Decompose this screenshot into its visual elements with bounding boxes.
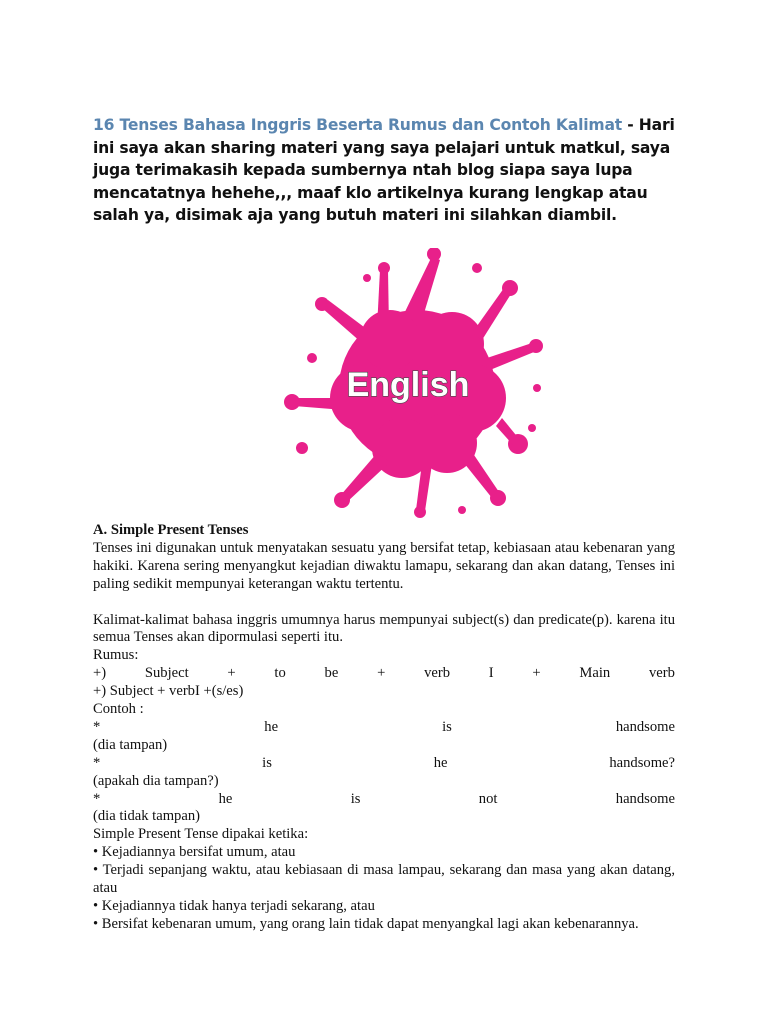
formula-token: Subject: [144, 665, 189, 682]
intro-paragraph: [93, 114, 678, 227]
example-token: he: [218, 790, 233, 807]
formula-token: +: [227, 665, 236, 682]
example-2: [93, 755, 675, 773]
formula-token: verb: [424, 665, 451, 682]
article-title-link[interactable]: 16 Tenses Bahasa Inggris Beserta Rumus dan Contoh Kalimat: [93, 116, 623, 134]
example-token: is: [350, 790, 361, 807]
example-1: [93, 719, 675, 737]
example-2-translation: (apakah dia tampan?): [93, 772, 219, 789]
bullet-item: • Kejadiannya bersifat umum, atau: [93, 844, 296, 861]
english-splash-image: [282, 248, 552, 518]
bullet-item: • Bersifat kebenaran umum, yang orang lain tidak dapat menyangkal lagi akan kebenarannya.: [93, 915, 639, 932]
formula-token: be: [324, 665, 339, 682]
example-token: handsome: [615, 790, 675, 807]
english-label: English: [346, 366, 470, 404]
contoh-label: Contoh :: [93, 701, 144, 718]
section-heading: A. Simple Present Tenses: [93, 522, 249, 538]
paragraph-definition: Tenses ini digunakan untuk menyatakan sesuatu yang bersifat tetap, kebiasaan atau kebenaran yang hakiki. Karena sering menyangkut kejadian diwaktu lamapu, sekarang dan akan datang, Tenses ini paling sedikit mempunyai keterangan waktu tertentu.: [93, 539, 675, 592]
example-token: *: [93, 790, 101, 807]
example-3-translation: (dia tidak tampan): [93, 808, 200, 825]
example-token: handsome: [615, 718, 675, 735]
formula-line-1: [93, 665, 675, 683]
example-1-translation: (dia tampan): [93, 736, 168, 753]
paragraph-subject-predicate: Kalimat-kalimat bahasa inggris umumnya harus mempunyai subject(s) dan predicate(p). karena itu semua Tenses akan dipormulasi seperti itu.: [93, 611, 675, 646]
rumus-label: Rumus:: [93, 647, 139, 664]
formula-token: Main: [579, 665, 611, 682]
formula-token: I: [488, 665, 494, 682]
usage-label: Simple Present Tense dipakai ketika:: [93, 826, 309, 843]
formula-token: +: [377, 665, 386, 682]
intro-text: - Hari ini saya akan sharing materi yang saya pelajari untuk matkul, saya juga terimakasih kepada sumbernya ntah blog siapa saya lupa mencatatnya hehehe,,, maaf klo artikelnya kurang lengkap atau salah ya, disimak aja yang butuh materi ini silahkan diambil.: [93, 116, 675, 224]
example-token: is: [442, 718, 452, 735]
example-token: *: [93, 754, 101, 771]
bullet-item: • Terjadi sepanjang waktu, atau kebiasaan di masa lampau, sekarang dan masa yang akan datang, atau: [93, 862, 675, 897]
example-token: is: [262, 754, 272, 771]
example-token: he: [433, 754, 448, 771]
article-body: [93, 522, 675, 934]
formula-token: +: [532, 665, 541, 682]
example-token: not: [478, 790, 498, 807]
formula-token: verb: [649, 665, 675, 682]
paragraph-spacer: [93, 594, 675, 612]
bullet-item: • Kejadiannya tidak hanya terjadi sekarang, atau: [93, 898, 375, 915]
example-token: handsome?: [609, 754, 675, 771]
example-token: *: [93, 718, 101, 735]
formula-token: +): [93, 665, 107, 682]
formula-line-2: +) Subject + verbI +(s/es): [93, 683, 244, 700]
example-3: [93, 791, 675, 809]
formula-token: to: [274, 665, 286, 682]
example-token: he: [264, 718, 279, 735]
